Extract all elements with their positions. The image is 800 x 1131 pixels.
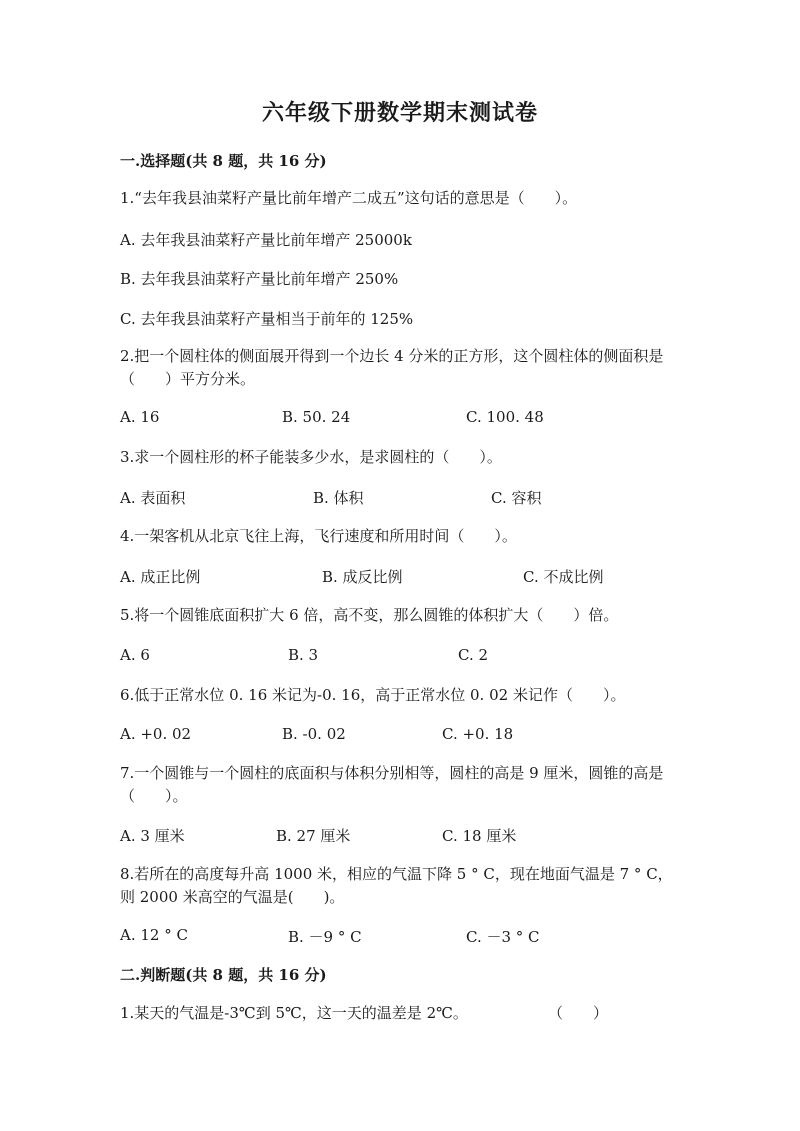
option-a: A. 3 厘米 (120, 827, 185, 845)
question-stem: 8.若所在的高度每升高 1000 米，相应的气温下降 5 ° C，现在地面气温是 7 ° C，则 2000 米高空的气温是( )。 (120, 865, 673, 906)
answer-blank[interactable]: （ ） (548, 1004, 609, 1022)
option-b: B. 体积 (313, 489, 364, 507)
option-a: A. 16 (120, 408, 160, 426)
option-a: A. 12 ° C (120, 926, 188, 944)
option-b: B. 成反比例 (322, 568, 403, 586)
option-b: B. 3 (288, 646, 319, 664)
question-stem: 3.求一个圆柱形的杯子能装多少水，是求圆柱的（ ）。 (120, 448, 502, 466)
question-stem: 7.一个圆锥与一个圆柱的底面积与体积分别相等，圆柱的高是 9 厘米，圆锥的高是（ ）。 (120, 764, 664, 805)
option-b: B. －9 ° C (288, 928, 362, 946)
option-c: C. +0. 18 (442, 725, 514, 743)
option-b: B. 27 厘米 (276, 827, 351, 845)
option-a: A. 成正比例 (120, 568, 201, 586)
section-heading-judgement: 二.判断题(共 8 题，共 16 分) (120, 966, 327, 984)
question-stem: 2.把一个圆柱体的侧面展开得到一个边长 4 分米的正方形，这个圆柱体的侧面积是（ ）平方分米。 (120, 347, 664, 388)
option-c: C. 100. 48 (466, 408, 544, 426)
option-a: A. 去年我县油菜籽产量比前年增产 25000k (120, 231, 412, 249)
question-stem: 1.“去年我县油菜籽产量比前年增产二成五”这句话的意思是（ ）。 (120, 189, 578, 207)
option-b: B. -0. 02 (282, 725, 346, 743)
option-c: C. 不成比例 (523, 568, 604, 586)
option-a: A. 6 (120, 646, 150, 664)
page-title: 六年级下册数学期末测试卷 (261, 100, 538, 126)
option-c: C. －3 ° C (466, 928, 540, 946)
section-heading-choice: 一.选择题(共 8 题，共 16 分) (120, 152, 327, 170)
question-stem: 4.一架客机从北京飞往上海，飞行速度和所用时间（ ）。 (120, 527, 517, 545)
question-stem: 6.低于正常水位 0. 16 米记为-0. 16，高于正常水位 0. 02 米记作（ ）。 (120, 686, 626, 704)
option-c: C. 容积 (491, 489, 542, 507)
question-stem: 1.某天的气温是-3℃到 5℃，这一天的温差是 2℃。 (120, 1004, 468, 1022)
option-b: B. 50. 24 (282, 408, 351, 426)
option-a: A. 表面积 (120, 489, 186, 507)
option-c: C. 18 厘米 (442, 827, 517, 845)
question-stem: 5.将一个圆锥底面积扩大 6 倍，高不变，那么圆锥的体积扩大（ ）倍。 (120, 606, 619, 624)
option-c: C. 2 (458, 646, 489, 664)
option-b: B. 去年我县油菜籽产量比前年增产 250% (120, 270, 399, 288)
option-a: A. +0. 02 (120, 725, 192, 743)
option-c: C. 去年我县油菜籽产量相当于前年的 125% (120, 310, 414, 328)
